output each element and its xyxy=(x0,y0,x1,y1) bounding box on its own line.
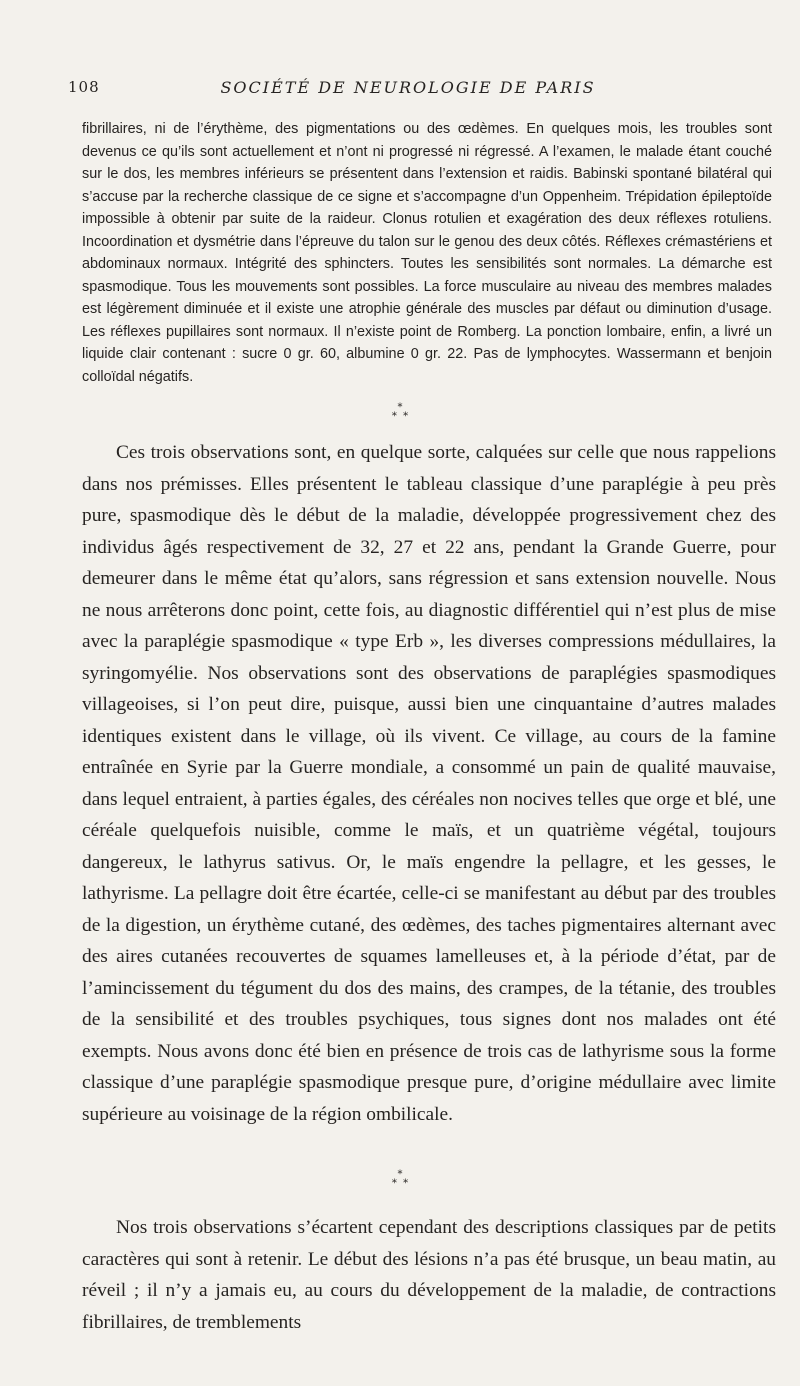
discussion-paragraph: Ces trois observations sont, en quelque sorte, calquées sur celle que nous rappelions dans nos prémisses. Elles présentent le tableau classique d’une paraplégie à peu près pure, spasmodique dès le début de la maladie, développée progressivement chez des individus âgés respectivement de 32, 27 et 22 ans, pendant la Grande Guerre, pour demeurer dans le même état qu’alors, sans régression et sans extension nouvelle. Nous ne nous arrêterons donc point, cette fois, au diagnostic différentiel qui n’est plus de mise avec la paraplégie spasmodique « type Erb », les diverses compressions médullaires, la syringomyélie. Nos observations sont des observations de paraplégies spasmodiques villageoises, si l’on peut dire, puisque, aussi bien une cinquantaine d’autres malades identiques existent dans le village, où ils vivent. Ce village, au cours de la famine entraînée en Syrie par la Guerre mondiale, a consommé un pain de qualité mauvaise, dans lequel entraient, à parties égales, des céréales non nocives telles que orge et blé, une céréale quelquefois nuisible, comme le maïs, et un quatrième végétal, toujours dangereux, le lathyrus sativus. Or, le maïs engendre la pellagre, et les gesses, le lathyrisme. La pellagre doit être écartée, celle-ci se manifestant au début par des troubles de la digestion, un érythème cutané, des œdèmes, des taches pigmentaires alternant avec des aires cutanées recouvertes de squames lamelleuses et, à la période d’état, par de l’amincissement du tégument du dos des mains, des crampes, de la tétanie, des troubles de la sensibilité et des troubles psychiques, tous signes dont nos malades ont été exempts. Nous avons donc été bien en présence de trois cas de lathyrisme sous la forme classique d’une paraplégie spasmodique presque pure, d’origine médullaire avec limite supérieure au voisinage de la région ombilicale. xyxy=(82,442,776,1125)
case-report-paragraph: fibrillaires, ni de l’érythème, des pigmentations ou des œdèmes. En quelques mois, les troubles sont devenus ce qu’ils sont actuellement et n’ont ni progressé ni régressé. A l’examen, le malade étant couché sur le dos, les membres inférieurs se présentent dans l’extension et raidis. Babinski spontané bilatéral qui s’accuse par la recherche classique de ce signe et s’accompagne d’un Oppenheim. Trépidation épileptoïde impossible à obtenir par suite de la raideur. Clonus rotulien et exagération des deux réflexes rotuliens. Incoordination et dysmétrie dans l’épreuve du talon sur le genou des deux côtés. Réflexes crémastériens et abdominaux normaux. Intégrité des sphincters. Toutes les sensibilités sont normales. La démarche est spasmodique. Tous les mouvements sont possibles. La force musculaire au niveau des membres malades est légèrement diminuée et il existe une atrophie générale des muscles par défaut ou diminution d’usage. Les réflexes pupillaires sont normaux. Il n’existe point de Romberg. La ponction lombaire, enfin, a livré un liquide clair contenant : sucre 0 gr. 60, albumine 0 gr. 22. Pas de lymphocytes. Wassermann et benjoin colloïdal négatifs. xyxy=(82,121,772,385)
running-title: SOCIÉTÉ DE NEUROLOGIE DE PARIS xyxy=(220,78,596,97)
section-separator-asterisks: * * * xyxy=(391,1169,409,1189)
page-header xyxy=(68,78,748,102)
page-number: 108 xyxy=(68,78,100,96)
closing-paragraph: Nos trois observations s’écartent cependant des descriptions classiques par de petits caractères qui sont à retenir. Le début des lésions n’a pas été brusque, un beau matin, au réveil ; il n’y a jamais eu, au cours du développement de la maladie, de contractions fibrillaires, de tremblements xyxy=(82,1217,776,1333)
section-separator-asterisks: * * * xyxy=(391,402,409,422)
